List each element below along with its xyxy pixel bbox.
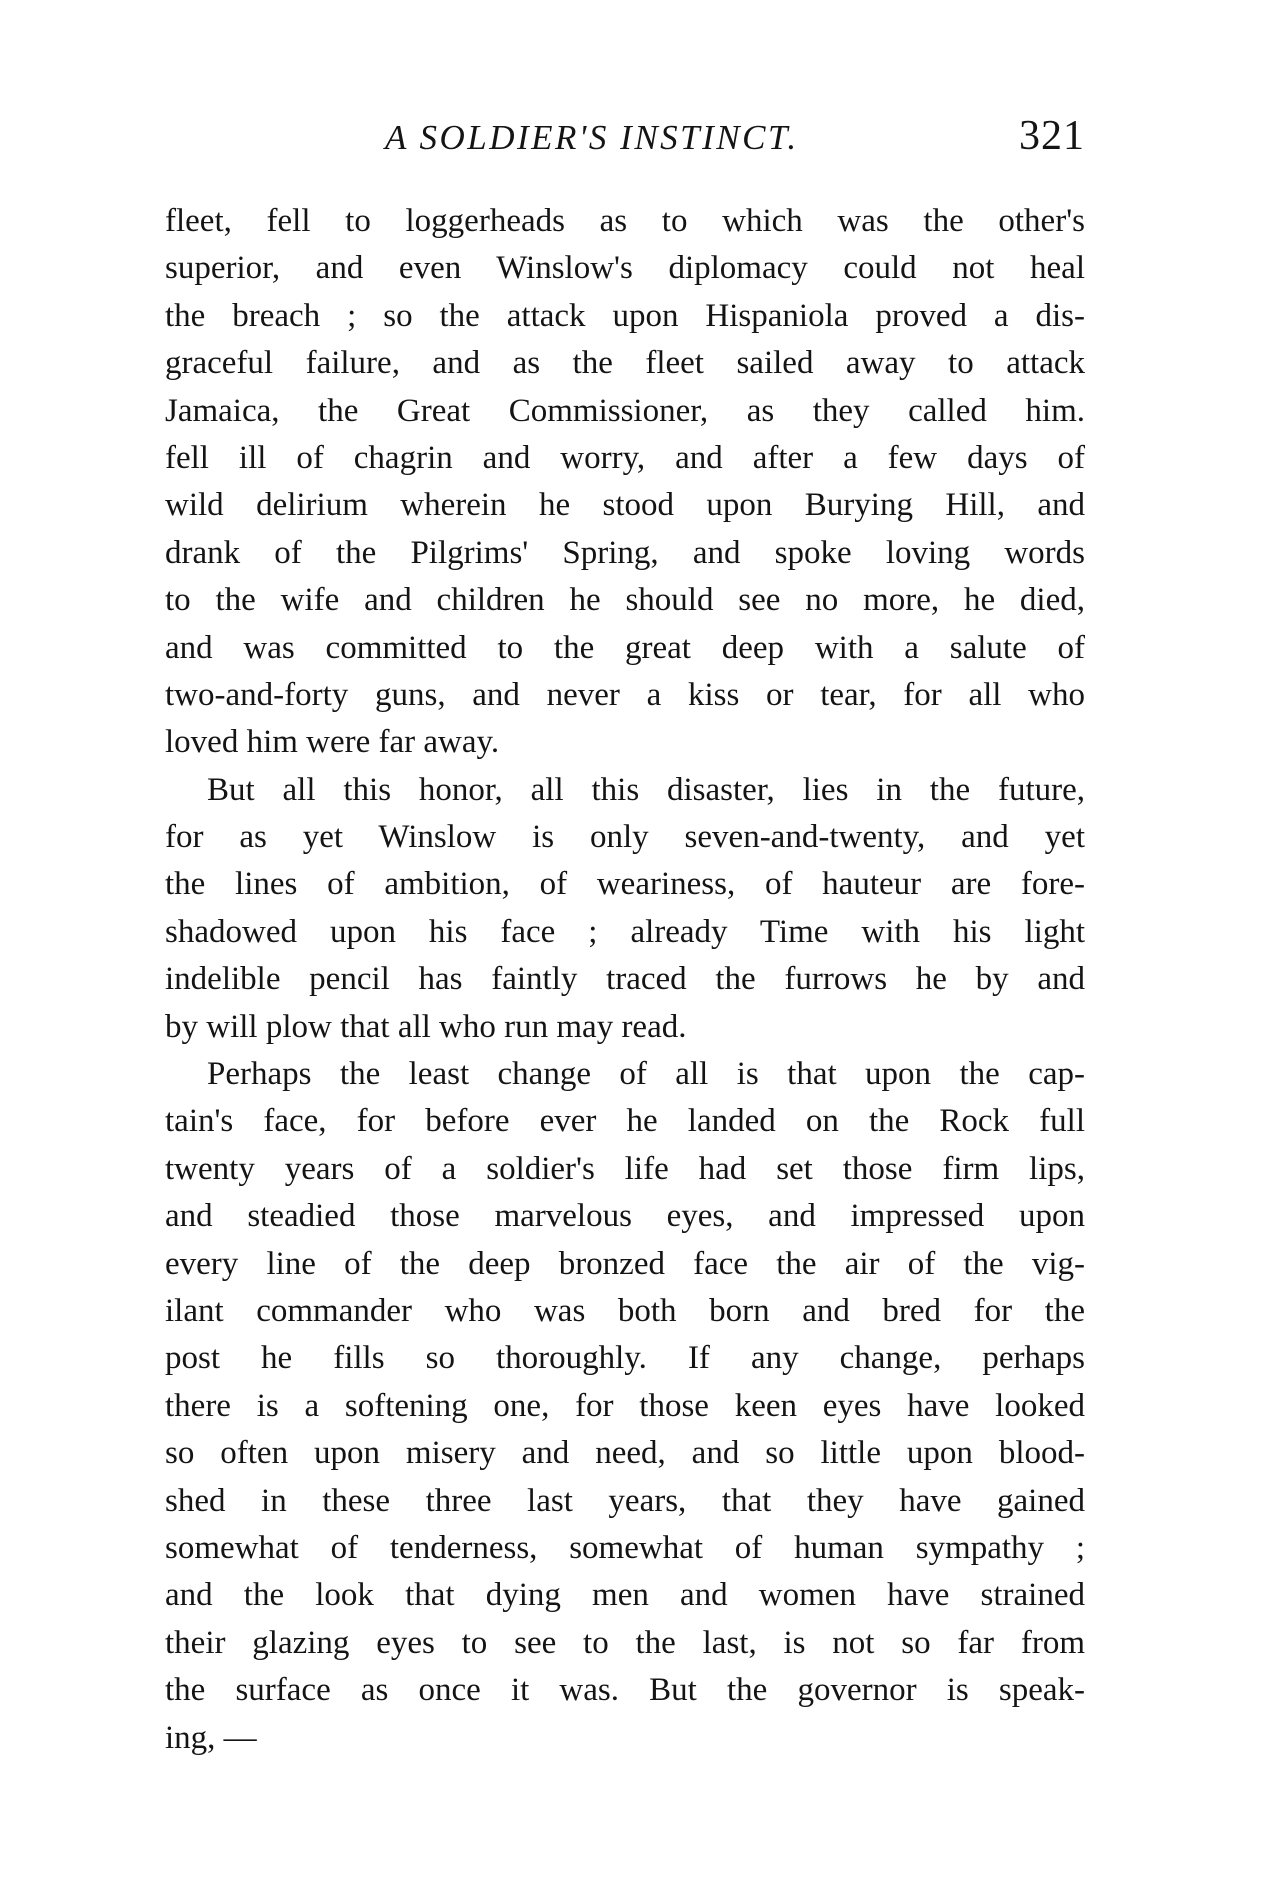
text-line: fell ill of chagrin and worry, and after a few days of: [165, 439, 1085, 476]
text-line: somewhat of tenderness, somewhat of human sympathy ;: [165, 1529, 1085, 1566]
text-line: and was committed to the great deep with a salute of: [165, 629, 1085, 666]
page-number: 321: [1019, 113, 1085, 159]
text-line: fleet, fell to loggerheads as to which was the other's: [165, 203, 1085, 239]
text-line: shadowed upon his face ; already Time with his light: [165, 913, 1085, 950]
text-line: there is a softening one, for those keen eyes have looked: [165, 1387, 1085, 1424]
text-line: twenty years of a soldier's life had set those firm lips,: [165, 1150, 1085, 1187]
text-line: tain's face, for before ever he landed on the Rock full: [165, 1103, 1085, 1140]
text-line: shed in these three last years, that they have gained: [165, 1482, 1085, 1519]
text-line: to the wife and children he should see no more, he died,: [165, 582, 1085, 619]
text-line: for as yet Winslow is only seven-and-twenty, and yet: [165, 819, 1085, 856]
text-line: graceful failure, and as the fleet sailed away to attack: [165, 345, 1085, 382]
running-title: A SOLDIER'S INSTINCT.: [385, 118, 799, 157]
text-line: Perhaps the least change of all is that upon the cap-: [207, 1056, 1085, 1093]
text-line: post he fills so thoroughly. If any change, perhaps: [165, 1340, 1085, 1377]
text-line: ilant commander who was both born and bred for the: [165, 1292, 1085, 1329]
text-line: their glazing eyes to see to the last, is not so far from: [165, 1624, 1085, 1661]
body-text: [165, 198, 1085, 1762]
text-line: every line of the deep bronzed face the air of the vig-: [165, 1245, 1085, 1282]
text-line: two-and-forty guns, and never a kiss or tear, for all who: [165, 676, 1085, 713]
text-line: by will plow that all who run may read.: [165, 1008, 687, 1045]
text-line: drank of the Pilgrims' Spring, and spoke loving words: [165, 534, 1085, 571]
text-line: wild delirium wherein he stood upon Burying Hill, and: [165, 487, 1085, 524]
text-line: But all this honor, all this disaster, lies in the future,: [207, 771, 1085, 808]
text-line: the lines of ambition, of weariness, of hauteur are fore-: [165, 866, 1085, 903]
text-line: the breach ; so the attack upon Hispaniola proved a dis-: [165, 297, 1085, 334]
text-line: and steadied those marvelous eyes, and impressed upon: [165, 1198, 1085, 1235]
text-line: and the look that dying men and women have strained: [165, 1577, 1085, 1614]
text-line: the surface as once it was. But the governor is speak-: [165, 1672, 1085, 1709]
running-head: [165, 112, 1085, 166]
text-line: indelible pencil has faintly traced the furrows he by and: [165, 961, 1085, 998]
text-line: Jamaica, the Great Commissioner, as they called him.: [165, 392, 1085, 429]
text-line: superior, and even Winslow's diplomacy could not heal: [165, 250, 1085, 287]
text-line: ing, —: [165, 1719, 257, 1756]
text-line: loved him were far away.: [165, 724, 500, 761]
text-line: so often upon misery and need, and so little upon blood-: [165, 1435, 1085, 1472]
